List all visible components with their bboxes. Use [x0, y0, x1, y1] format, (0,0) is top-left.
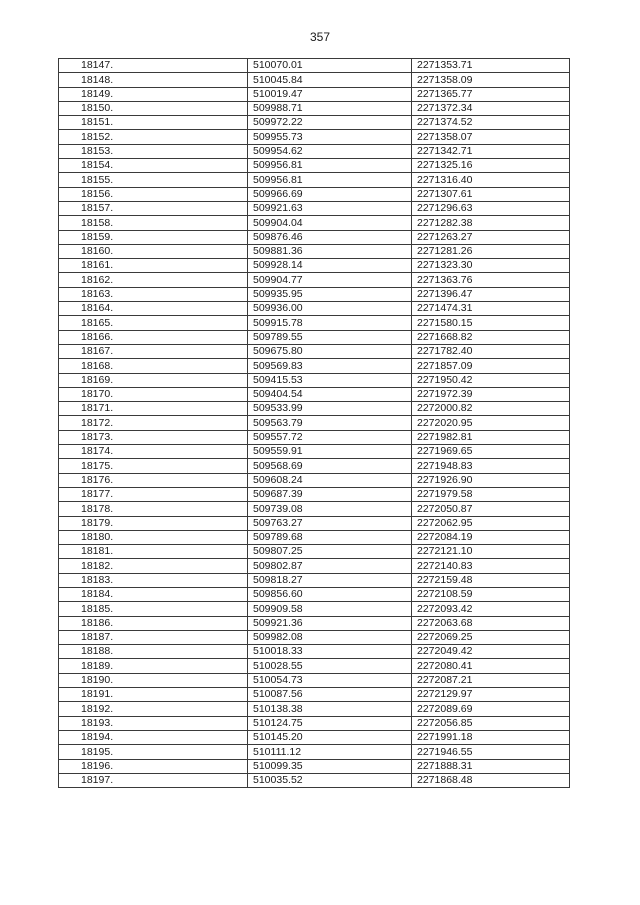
- point-number-cell: 18164.: [59, 302, 248, 316]
- x-coordinate-cell: 509608.24: [248, 473, 412, 487]
- x-coordinate-cell: 509687.39: [248, 487, 412, 501]
- point-number-cell: 18162.: [59, 273, 248, 287]
- y-coordinate-cell: 2271948.83: [412, 459, 570, 473]
- x-coordinate-cell: 509972.22: [248, 116, 412, 130]
- x-coordinate-cell: 510099.35: [248, 759, 412, 773]
- y-coordinate-cell: 2272084.19: [412, 530, 570, 544]
- y-coordinate-cell: 2272050.87: [412, 502, 570, 516]
- y-coordinate-cell: 2272108.59: [412, 587, 570, 601]
- y-coordinate-cell: 2271888.31: [412, 759, 570, 773]
- point-number-cell: 18169.: [59, 373, 248, 387]
- point-number-cell: 18173.: [59, 430, 248, 444]
- table-row: [59, 244, 570, 258]
- point-number-cell: 18196.: [59, 759, 248, 773]
- x-coordinate-cell: 509789.68: [248, 530, 412, 544]
- table-row: [59, 545, 570, 559]
- point-number-cell: 18166.: [59, 330, 248, 344]
- x-coordinate-cell: 510145.20: [248, 730, 412, 744]
- table-row: [59, 673, 570, 687]
- x-coordinate-cell: 509563.79: [248, 416, 412, 430]
- point-number-cell: 18182.: [59, 559, 248, 573]
- x-coordinate-cell: 509802.87: [248, 559, 412, 573]
- table-row: [59, 144, 570, 158]
- point-number-cell: 18153.: [59, 144, 248, 158]
- point-number-cell: 18183.: [59, 573, 248, 587]
- table-row: [59, 373, 570, 387]
- y-coordinate-cell: 2271353.71: [412, 59, 570, 73]
- x-coordinate-cell: 510028.55: [248, 659, 412, 673]
- y-coordinate-cell: 2271982.81: [412, 430, 570, 444]
- y-coordinate-cell: 2271281.26: [412, 244, 570, 258]
- table-row: [59, 387, 570, 401]
- y-coordinate-cell: 2271972.39: [412, 387, 570, 401]
- point-number-cell: 18167.: [59, 344, 248, 358]
- x-coordinate-cell: 509739.08: [248, 502, 412, 516]
- x-coordinate-cell: 509569.83: [248, 359, 412, 373]
- y-coordinate-cell: 2272089.69: [412, 702, 570, 716]
- table-row: [59, 487, 570, 501]
- point-number-cell: 18178.: [59, 502, 248, 516]
- table-row: [59, 273, 570, 287]
- y-coordinate-cell: 2271580.15: [412, 316, 570, 330]
- table-row: [59, 630, 570, 644]
- table-row: [59, 702, 570, 716]
- y-coordinate-cell: 2271323.30: [412, 259, 570, 273]
- table-row: [59, 473, 570, 487]
- x-coordinate-cell: 509954.62: [248, 144, 412, 158]
- x-coordinate-cell: 509904.77: [248, 273, 412, 287]
- table-row: [59, 502, 570, 516]
- table-row: [59, 287, 570, 301]
- point-number-cell: 18172.: [59, 416, 248, 430]
- y-coordinate-cell: 2272121.10: [412, 545, 570, 559]
- y-coordinate-cell: 2272063.68: [412, 616, 570, 630]
- point-number-cell: 18184.: [59, 587, 248, 601]
- y-coordinate-cell: 2272080.41: [412, 659, 570, 673]
- y-coordinate-cell: 2271474.31: [412, 302, 570, 316]
- y-coordinate-cell: 2271296.63: [412, 201, 570, 215]
- y-coordinate-cell: 2272000.82: [412, 402, 570, 416]
- table-row: [59, 430, 570, 444]
- table-row: [59, 645, 570, 659]
- table-row: [59, 416, 570, 430]
- point-number-cell: 18168.: [59, 359, 248, 373]
- x-coordinate-cell: 509415.53: [248, 373, 412, 387]
- table-row: [59, 116, 570, 130]
- point-number-cell: 18177.: [59, 487, 248, 501]
- x-coordinate-cell: 509956.81: [248, 159, 412, 173]
- y-coordinate-cell: 2272129.97: [412, 688, 570, 702]
- point-number-cell: 18187.: [59, 630, 248, 644]
- y-coordinate-cell: 2271950.42: [412, 373, 570, 387]
- table-row: [59, 445, 570, 459]
- x-coordinate-cell: 510054.73: [248, 673, 412, 687]
- point-number-cell: 18176.: [59, 473, 248, 487]
- point-number-cell: 18186.: [59, 616, 248, 630]
- point-number-cell: 18158.: [59, 216, 248, 230]
- point-number-cell: 18152.: [59, 130, 248, 144]
- point-number-cell: 18159.: [59, 230, 248, 244]
- point-number-cell: 18197.: [59, 773, 248, 787]
- point-number-cell: 18190.: [59, 673, 248, 687]
- point-number-cell: 18193.: [59, 716, 248, 730]
- table-row: [59, 302, 570, 316]
- point-number-cell: 18151.: [59, 116, 248, 130]
- x-coordinate-cell: 509915.78: [248, 316, 412, 330]
- table-row: [59, 573, 570, 587]
- y-coordinate-cell: 2271365.77: [412, 87, 570, 101]
- page-number: 357: [309, 30, 331, 44]
- x-coordinate-cell: 509763.27: [248, 516, 412, 530]
- x-coordinate-cell: 509921.36: [248, 616, 412, 630]
- table-row: [59, 587, 570, 601]
- table-row: [59, 316, 570, 330]
- point-number-cell: 18191.: [59, 688, 248, 702]
- point-number-cell: 18195.: [59, 745, 248, 759]
- y-coordinate-cell: 2272062.95: [412, 516, 570, 530]
- x-coordinate-cell: 509557.72: [248, 430, 412, 444]
- point-number-cell: 18147.: [59, 59, 248, 73]
- x-coordinate-cell: 509988.71: [248, 101, 412, 115]
- x-coordinate-cell: 509956.81: [248, 173, 412, 187]
- table-row: [59, 330, 570, 344]
- table-row: [59, 216, 570, 230]
- y-coordinate-cell: 2271363.76: [412, 273, 570, 287]
- table-row: [59, 559, 570, 573]
- table-row: [59, 159, 570, 173]
- table-row: [59, 602, 570, 616]
- x-coordinate-cell: 509966.69: [248, 187, 412, 201]
- x-coordinate-cell: 509789.55: [248, 330, 412, 344]
- x-coordinate-cell: 509881.36: [248, 244, 412, 258]
- table-row: [59, 259, 570, 273]
- point-number-cell: 18163.: [59, 287, 248, 301]
- point-number-cell: 18156.: [59, 187, 248, 201]
- y-coordinate-cell: 2271782.40: [412, 344, 570, 358]
- point-number-cell: 18174.: [59, 445, 248, 459]
- table-row: [59, 730, 570, 744]
- y-coordinate-cell: 2271342.71: [412, 144, 570, 158]
- table-row: [59, 759, 570, 773]
- x-coordinate-cell: 509928.14: [248, 259, 412, 273]
- y-coordinate-cell: 2271668.82: [412, 330, 570, 344]
- x-coordinate-cell: 509936.00: [248, 302, 412, 316]
- x-coordinate-cell: 510045.84: [248, 73, 412, 87]
- y-coordinate-cell: 2271282.38: [412, 216, 570, 230]
- table-row: [59, 173, 570, 187]
- y-coordinate-cell: 2271396.47: [412, 287, 570, 301]
- point-number-cell: 18179.: [59, 516, 248, 530]
- y-coordinate-cell: 2271946.55: [412, 745, 570, 759]
- point-number-cell: 18170.: [59, 387, 248, 401]
- table-row: [59, 230, 570, 244]
- y-coordinate-cell: 2271358.09: [412, 73, 570, 87]
- y-coordinate-cell: 2271991.18: [412, 730, 570, 744]
- table-row: [59, 59, 570, 73]
- point-number-cell: 18181.: [59, 545, 248, 559]
- y-coordinate-cell: 2271374.52: [412, 116, 570, 130]
- x-coordinate-cell: 509935.95: [248, 287, 412, 301]
- x-coordinate-cell: 509955.73: [248, 130, 412, 144]
- table-row: [59, 101, 570, 115]
- y-coordinate-cell: 2271979.58: [412, 487, 570, 501]
- y-coordinate-cell: 2272056.85: [412, 716, 570, 730]
- table-row: [59, 187, 570, 201]
- x-coordinate-cell: 510124.75: [248, 716, 412, 730]
- point-number-cell: 18189.: [59, 659, 248, 673]
- x-coordinate-cell: 509818.27: [248, 573, 412, 587]
- y-coordinate-cell: 2272049.42: [412, 645, 570, 659]
- table-row: [59, 773, 570, 787]
- table-row: [59, 73, 570, 87]
- x-coordinate-cell: 510070.01: [248, 59, 412, 73]
- point-number-cell: 18149.: [59, 87, 248, 101]
- point-number-cell: 18180.: [59, 530, 248, 544]
- point-number-cell: 18175.: [59, 459, 248, 473]
- point-number-cell: 18185.: [59, 602, 248, 616]
- x-coordinate-cell: 509909.58: [248, 602, 412, 616]
- y-coordinate-cell: 2272159.48: [412, 573, 570, 587]
- x-coordinate-cell: 510138.38: [248, 702, 412, 716]
- point-number-cell: 18171.: [59, 402, 248, 416]
- table-row: [59, 459, 570, 473]
- table-row: [59, 402, 570, 416]
- table-row: [59, 516, 570, 530]
- coordinates-table: [58, 58, 570, 788]
- point-number-cell: 18150.: [59, 101, 248, 115]
- y-coordinate-cell: 2271926.90: [412, 473, 570, 487]
- point-number-cell: 18154.: [59, 159, 248, 173]
- x-coordinate-cell: 509568.69: [248, 459, 412, 473]
- y-coordinate-cell: 2272093.42: [412, 602, 570, 616]
- x-coordinate-cell: 509807.25: [248, 545, 412, 559]
- x-coordinate-cell: 509904.04: [248, 216, 412, 230]
- point-number-cell: 18194.: [59, 730, 248, 744]
- y-coordinate-cell: 2271857.09: [412, 359, 570, 373]
- x-coordinate-cell: 509982.08: [248, 630, 412, 644]
- x-coordinate-cell: 510019.47: [248, 87, 412, 101]
- y-coordinate-cell: 2271372.34: [412, 101, 570, 115]
- y-coordinate-cell: 2271316.40: [412, 173, 570, 187]
- x-coordinate-cell: 510111.12: [248, 745, 412, 759]
- table-row: [59, 716, 570, 730]
- x-coordinate-cell: 509559.91: [248, 445, 412, 459]
- point-number-cell: 18148.: [59, 73, 248, 87]
- point-number-cell: 18165.: [59, 316, 248, 330]
- x-coordinate-cell: 510087.56: [248, 688, 412, 702]
- table-row: [59, 659, 570, 673]
- y-coordinate-cell: 2272069.25: [412, 630, 570, 644]
- x-coordinate-cell: 510035.52: [248, 773, 412, 787]
- table-row: [59, 344, 570, 358]
- x-coordinate-cell: 510018.33: [248, 645, 412, 659]
- y-coordinate-cell: 2272087.21: [412, 673, 570, 687]
- y-coordinate-cell: 2271358.07: [412, 130, 570, 144]
- x-coordinate-cell: 509675.80: [248, 344, 412, 358]
- y-coordinate-cell: 2272140.83: [412, 559, 570, 573]
- x-coordinate-cell: 509876.46: [248, 230, 412, 244]
- table-row: [59, 130, 570, 144]
- x-coordinate-cell: 509921.63: [248, 201, 412, 215]
- point-number-cell: 18188.: [59, 645, 248, 659]
- y-coordinate-cell: 2271263.27: [412, 230, 570, 244]
- point-number-cell: 18155.: [59, 173, 248, 187]
- x-coordinate-cell: 509533.99: [248, 402, 412, 416]
- x-coordinate-cell: 509404.54: [248, 387, 412, 401]
- point-number-cell: 18161.: [59, 259, 248, 273]
- table-row: [59, 688, 570, 702]
- point-number-cell: 18160.: [59, 244, 248, 258]
- x-coordinate-cell: 509856.60: [248, 587, 412, 601]
- table-row: [59, 359, 570, 373]
- table-row: [59, 87, 570, 101]
- y-coordinate-cell: 2271307.61: [412, 187, 570, 201]
- y-coordinate-cell: 2272020.95: [412, 416, 570, 430]
- table-row: [59, 530, 570, 544]
- point-number-cell: 18157.: [59, 201, 248, 215]
- y-coordinate-cell: 2271969.65: [412, 445, 570, 459]
- table-row: [59, 616, 570, 630]
- y-coordinate-cell: 2271325.16: [412, 159, 570, 173]
- y-coordinate-cell: 2271868.48: [412, 773, 570, 787]
- point-number-cell: 18192.: [59, 702, 248, 716]
- table-row: [59, 201, 570, 215]
- table-row: [59, 745, 570, 759]
- table-body: [59, 59, 570, 788]
